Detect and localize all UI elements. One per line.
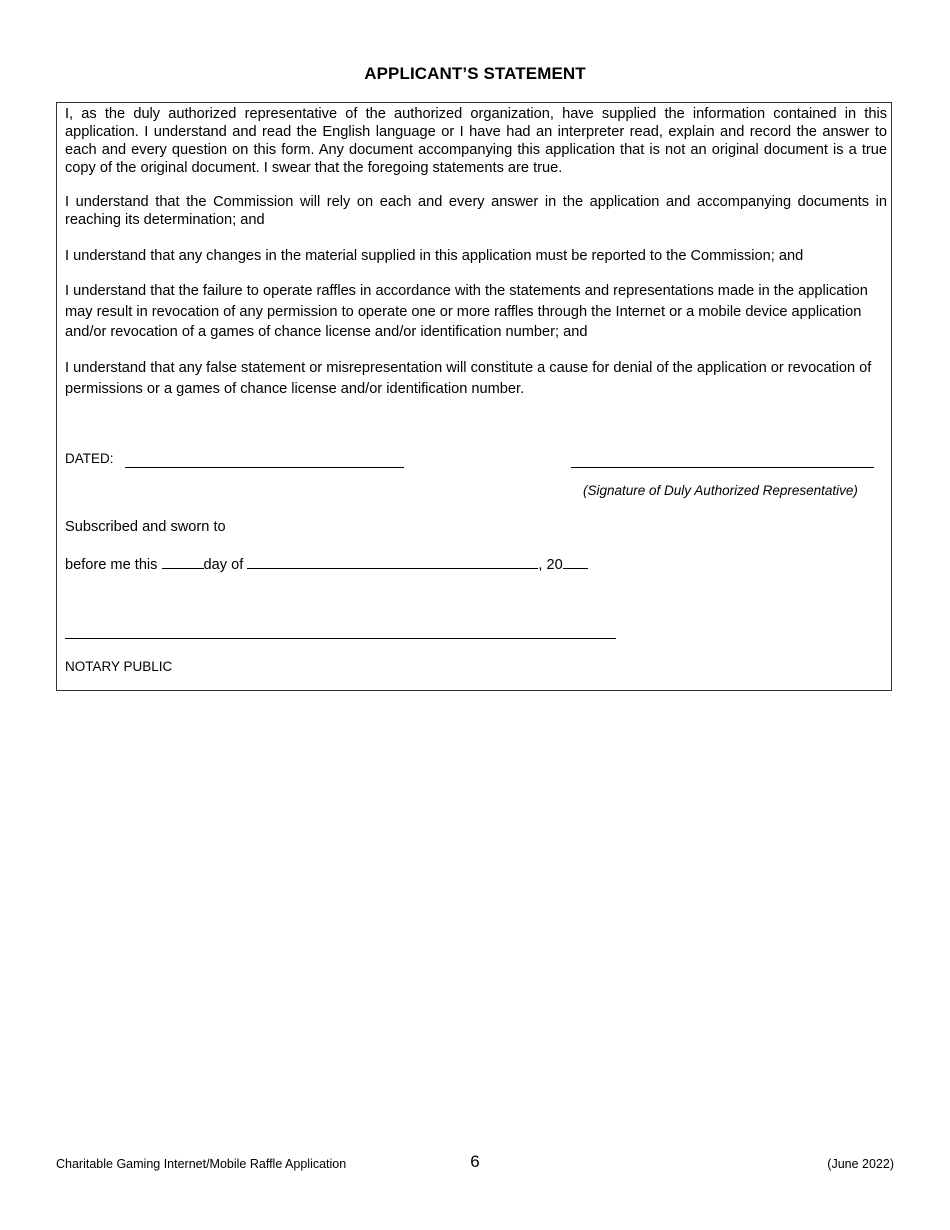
applicant-statement-box bbox=[56, 102, 892, 691]
month-field[interactable] bbox=[247, 555, 538, 569]
statement-paragraph: I understand that the failure to operate raffles in accordance with the statements and representations made in the application may result in revocation of any permission to operate one or more raffles through the Internet or a mobile device application and/or revocation of a games of chance license and/or identification number; and bbox=[65, 283, 868, 340]
day-field[interactable] bbox=[162, 555, 204, 569]
page-number: 6 bbox=[470, 1152, 480, 1171]
statement-paragraph: I understand that any false statement or misrepresentation will constitute a cause for denial of the application or revocation of permissions or a games of chance license and/or identification number. bbox=[65, 360, 872, 397]
before-me-row bbox=[65, 555, 588, 573]
notary-label: NOTARY PUBLIC bbox=[65, 659, 173, 674]
before-me-text: before me this bbox=[65, 557, 158, 573]
signature-field[interactable] bbox=[571, 467, 874, 468]
statement-paragraph: I understand that any changes in the material supplied in this application must be reported to the Commission; and bbox=[65, 248, 804, 264]
signature-caption: (Signature of Duly Authorized Representative) bbox=[583, 483, 858, 498]
dated-field[interactable] bbox=[125, 467, 404, 468]
footer-revision-date: (June 2022) bbox=[827, 1157, 894, 1171]
year-prefix-text: , 20 bbox=[538, 557, 563, 573]
footer-form-name: Charitable Gaming Internet/Mobile Raffle Application bbox=[56, 1157, 347, 1171]
sworn-text: Subscribed and sworn to bbox=[65, 519, 226, 535]
year-field[interactable] bbox=[563, 555, 588, 569]
page-title: APPLICANT’S STATEMENT bbox=[364, 64, 586, 83]
statement-paragraph: I, as the duly authorized representative of the authorized organization, have supplied the information contained in this application. I understand and read the English language or I have had an interpreter read, explain and record the answer to each and every question on this form. Any document accompanying this application that is not an original document is a true copy of the original document. I swear that the foregoing statements are true. bbox=[65, 106, 887, 176]
statement-paragraph: I understand that the Commission will rely on each and every answer in the application and accompanying documents in reaching its determination; and bbox=[65, 194, 887, 228]
day-of-text: day of bbox=[203, 557, 244, 573]
dated-label: DATED: bbox=[65, 451, 114, 466]
notary-signature-field[interactable] bbox=[65, 638, 616, 639]
